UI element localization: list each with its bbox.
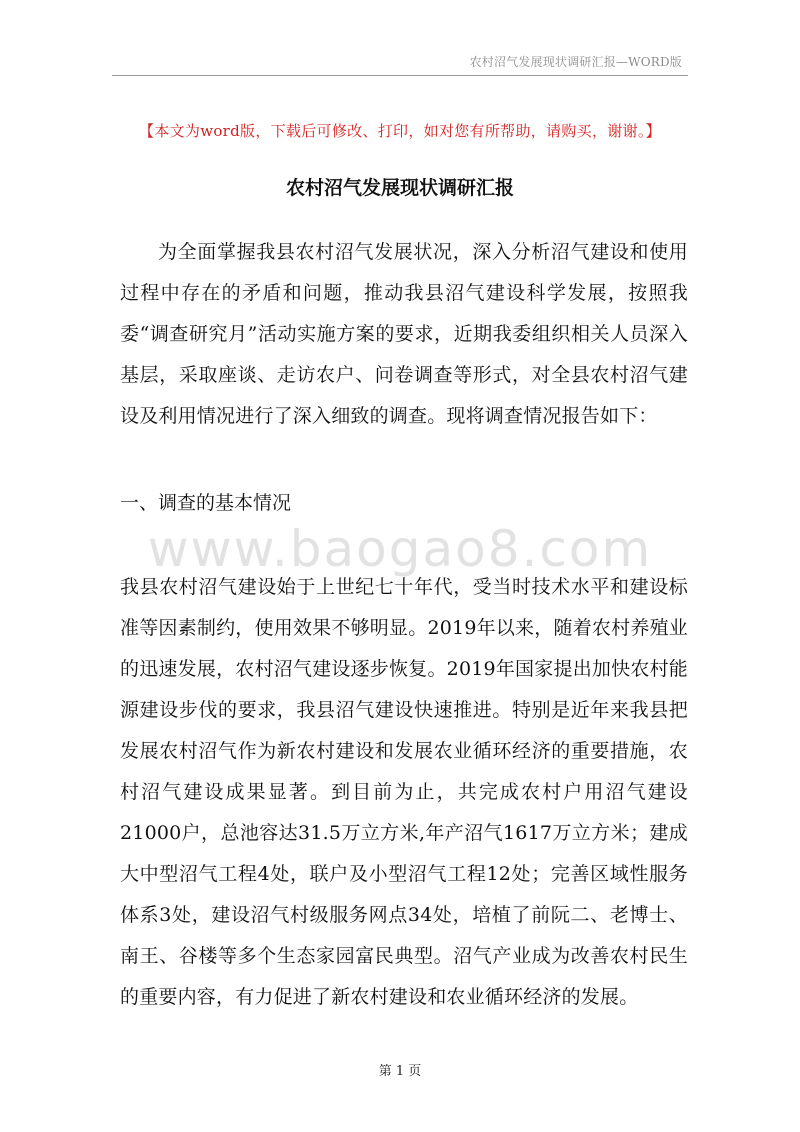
running-header: 农村沼气发展现状调研汇报—WORD版 bbox=[469, 55, 682, 69]
page-number: 第 1 页 bbox=[378, 1064, 422, 1079]
header-divider bbox=[112, 75, 688, 76]
section-heading: 一、调查的基本情况 bbox=[120, 492, 292, 514]
site-watermark: www.baogao8.com bbox=[147, 520, 653, 578]
intro-paragraph: 为全面掌握我县农村沼气发展状况，深入分析沼气建设和使用过程中存在的矛盾和问题，推动我县沼气建设科学发展，按照我委“调查研究月”活动实施方案的要求，近期我委组织相关人员深入基层，采取座谈、走访农户、问卷调查等形式，对全县农村沼气建设及利用情况进行了深入细致的调查。现将调查情况报告如下： bbox=[120, 241, 688, 427]
section-paragraph: 我县农村沼气建设始于上世纪七十年代，受当时技术水平和建设标准等因素制约，使用效果不够明显。2019年以来，随着农村养殖业的迅速发展，农村沼气建设逐步恢复。2019年国家提出加快农村能源建设步伐的要求，我县沼气建设快速推进。特别是近年来我县把发展农村沼气作为新农村建设和发展农业循环经济的重要措施，农村沼气建设成果显著。到目前为止，共完成农村户用沼气建设21000户，总池容达31.5万立方米,年产沼气1617万立方米；建成大中型沼气工程4处，联户及小型沼气工程12处；完善区域性服务体系3处，建设沼气村级服务网点34处，培植了前阮二、老博士、南王、谷楼等多个生态家园富民典型。沼气产业成为改善农村民生的重要内容，有力促进了新农村建设和农业循环经济的发展。 bbox=[120, 576, 688, 1008]
purchase-notice: 【本文为word版，下载后可修改、打印，如对您有所帮助，请购买，谢谢。】 bbox=[139, 122, 661, 140]
document-title: 农村沼气发展现状调研汇报 bbox=[285, 177, 514, 199]
